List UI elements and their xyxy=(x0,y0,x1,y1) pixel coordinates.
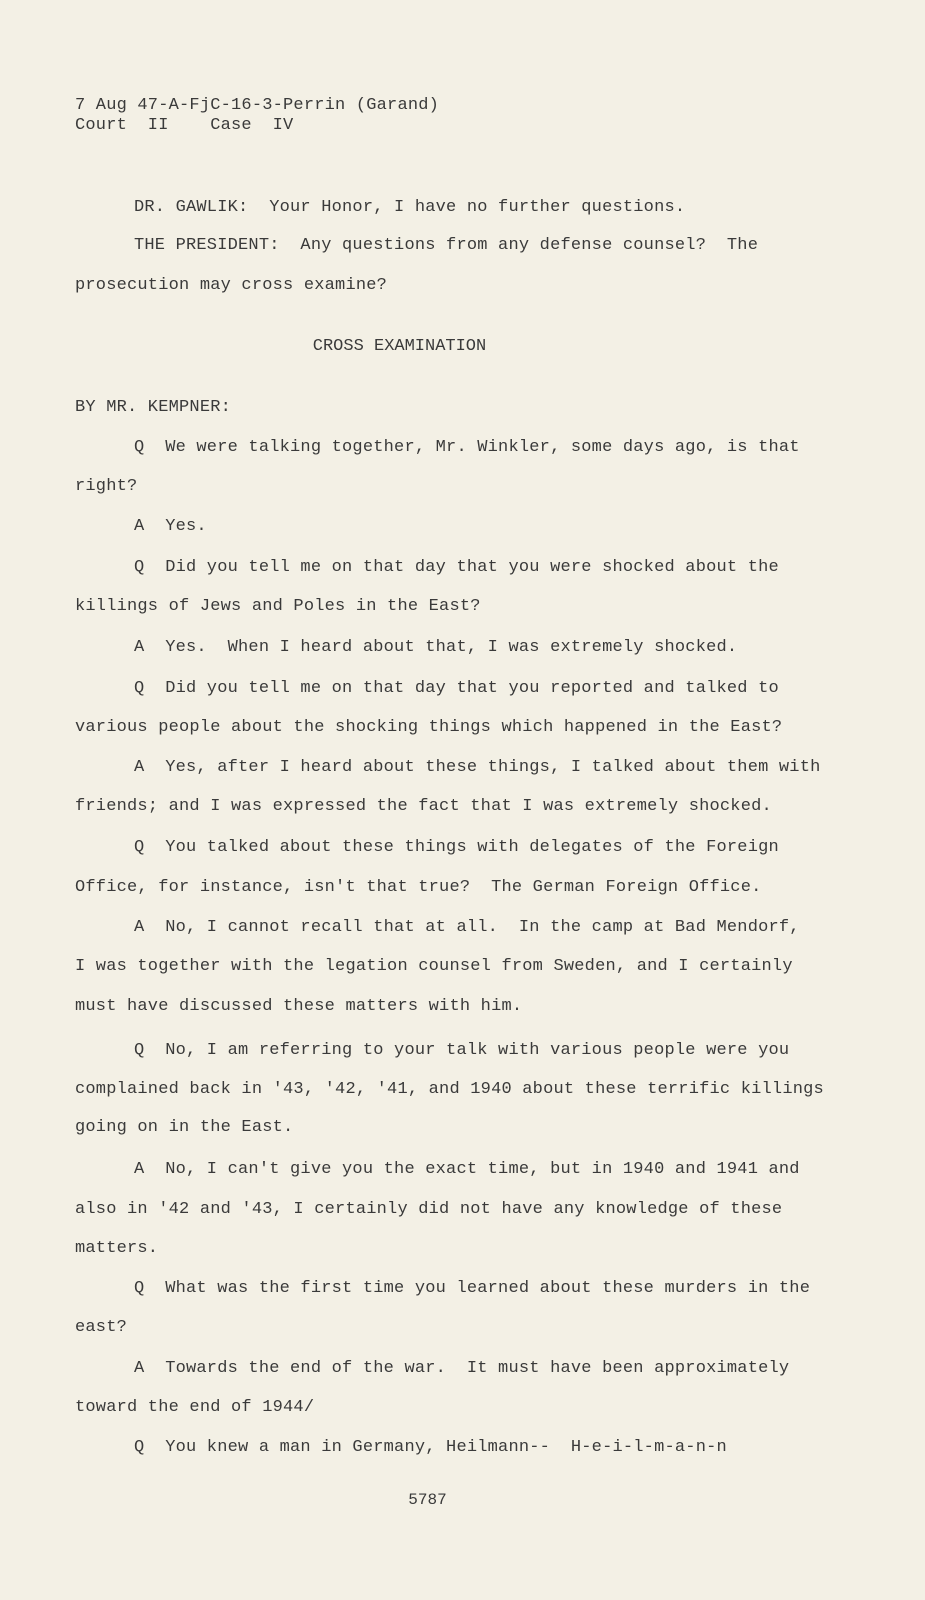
header-court-case: Court II Case IV xyxy=(75,116,294,135)
paragraph-president-cont: prosecution may cross examine? xyxy=(75,276,388,295)
transcript-line: matters. xyxy=(75,1239,159,1258)
transcript-line: killings of Jews and Poles in the East? xyxy=(75,597,481,616)
section-heading: CROSS EXAMINATION xyxy=(312,337,487,356)
transcript-line: A No, I cannot recall that at all. In the camp at Bad Mendorf, xyxy=(134,918,800,937)
transcript-line: east? xyxy=(75,1318,128,1337)
transcript-line: must have discussed these matters with him. xyxy=(75,997,523,1016)
transcript-line: A Yes. xyxy=(134,517,207,536)
transcript-line: toward the end of 1944/ xyxy=(75,1398,315,1417)
page-number: 5787 xyxy=(408,1491,447,1509)
transcript-line: going on in the East. xyxy=(75,1118,294,1137)
transcript-line: friends; and I was expressed the fact that I was extremely shocked. xyxy=(75,797,772,816)
header-reference: 7 Aug 47-A-FjC-16-3-Perrin (Garand) xyxy=(75,96,440,115)
transcript-line: A Towards the end of the war. It must have been approximately xyxy=(134,1359,790,1378)
transcript-line: Q You talked about these things with delegates of the Foreign xyxy=(134,838,779,857)
transcript-line: Q What was the first time you learned about these murders in the xyxy=(134,1279,811,1298)
transcript-line: Q We were talking together, Mr. Winkler, some days ago, is that xyxy=(134,438,800,457)
transcript-line: I was together with the legation counsel from Sweden, and I certainly xyxy=(75,957,793,976)
transcript-line: Q Did you tell me on that day that you reported and talked to xyxy=(134,679,779,698)
transcript-line: Q No, I am referring to your talk with various people were you xyxy=(134,1041,790,1060)
paragraph-gawlik: DR. GAWLIK: Your Honor, I have no further questions. xyxy=(134,198,686,217)
transcript-line: Q You knew a man in Germany, Heilmann-- H-e-i-l-m-a-n-n xyxy=(134,1438,727,1457)
transcript-line: right? xyxy=(75,477,138,496)
paragraph-president: THE PRESIDENT: Any questions from any defense counsel? The xyxy=(134,236,759,255)
transcript-line: A Yes, after I heard about these things, I talked about them with xyxy=(134,758,821,777)
transcript-line: Q Did you tell me on that day that you were shocked about the xyxy=(134,558,779,577)
transcript-line: also in '42 and '43, I certainly did not have any knowledge of these xyxy=(75,1200,783,1219)
transcript-line: various people about the shocking things which happened in the East? xyxy=(75,718,783,737)
transcript-line: complained back in '43, '42, '41, and 1940 about these terrific killings xyxy=(75,1080,824,1099)
transcript-line: A No, I can't give you the exact time, but in 1940 and 1941 and xyxy=(134,1160,800,1179)
transcript-line: A Yes. When I heard about that, I was extremely shocked. xyxy=(134,638,738,657)
transcript-line: Office, for instance, isn't that true? The German Foreign Office. xyxy=(75,878,762,897)
examiner-label: BY MR. KEMPNER: xyxy=(75,398,232,417)
